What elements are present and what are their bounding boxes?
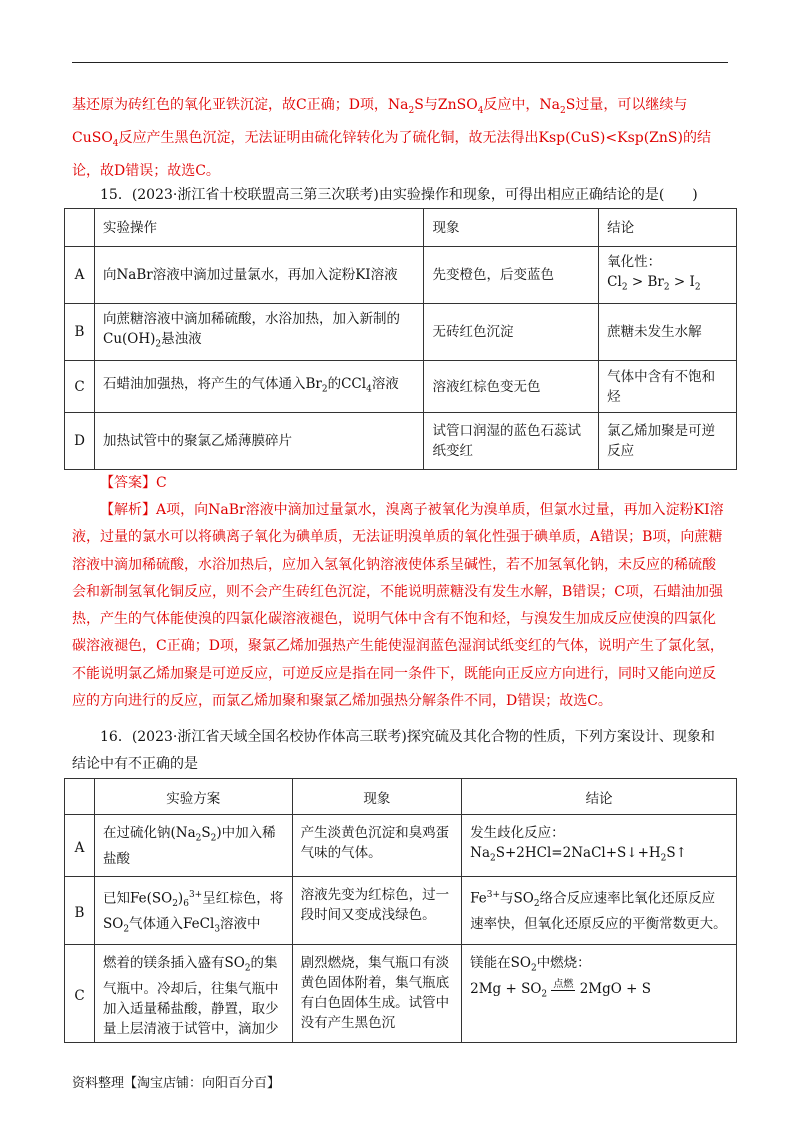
table-row <box>65 413 737 470</box>
q15-answer: 【答案】C <box>100 475 167 491</box>
q16-stem: 16．(2023·浙江省天域全国名校协作体高三联考)探究硫及其化合物的性质，下列方案设计、现象和结论中有不正确的是 <box>72 729 715 772</box>
conclusion-cell: 氯乙烯加聚是可逆反应 <box>599 413 737 470</box>
header-rule <box>72 62 728 63</box>
row-label: D <box>65 413 95 470</box>
row-label: A <box>65 247 95 304</box>
table-row <box>65 304 737 361</box>
plan-cell: 在过硫化钠$(Na_2S_2)$中加入稀盐酸 <box>94 815 292 877</box>
conclusion-cell: 气体中含有不饱和烃 <box>599 361 737 413</box>
table-row <box>65 815 737 877</box>
header-plan: 实验方案 <box>94 779 292 815</box>
conclusion-cell: 发生歧化反应： $Na_2S+2HCl=2NaCl+S↓+H_2S↑$ <box>462 815 737 877</box>
q16-table <box>64 778 737 1043</box>
row-label: B <box>65 877 95 945</box>
operation-cell: 石蜡油加强热，将产生的气体通入$Br_2$的CCl$_4$溶液 <box>94 361 423 413</box>
phenomenon-cell: 无砖红色沉淀 <box>424 304 599 361</box>
row-label: C <box>65 945 95 1043</box>
operation-cell: 向蔗糖溶液中滴加稀硫酸，水浴加热，加入新制的$Cu(OH)_2$悬浊液 <box>94 304 423 361</box>
header-phenomenon: 现象 <box>424 209 599 247</box>
row-label: B <box>65 304 95 361</box>
phenomenon-cell: 试管口润湿的蓝色石蕊试纸变红 <box>424 413 599 470</box>
header-conclusion: 结论 <box>462 779 737 815</box>
table-header-row <box>65 209 737 247</box>
footer-source: 资料整理【淘宝店铺：向阳百分百】 <box>72 1076 281 1091</box>
header-conclusion: 结论 <box>599 209 737 247</box>
q15-table <box>64 208 737 470</box>
table-row <box>65 945 737 1043</box>
combustion-equation: $2Mg + SO_2$ 点燃 2MgO + S <box>470 978 651 1000</box>
header-operation: 实验操作 <box>94 209 423 247</box>
prev-answer-text: 基还原为砖红色的氧化亚铁沉淀，故C正确；D项，$Na_2S$与ZnSO$_4$反应中，$Na_2S$过量，可以继续与CuSO$_4$反应产生黑色沉淀，无法证明由硫化锌转化为了硫化铜，故无法得出Ksp(CuS)<Ksp(ZnS)的结论，故D错误；故选C。 <box>72 97 711 179</box>
phenomenon-cell: 溶液先变为红棕色，过一段时间又变成浅绿色。 <box>292 877 462 945</box>
table-row <box>65 247 737 304</box>
row-label: A <box>65 815 95 877</box>
conclusion-cell: 蔗糖未发生水解 <box>599 304 737 361</box>
q15-stem: 15．(2023·浙江省十校联盟高三第三次联考)由实验操作和现象，可得出相应正确结论的是( ) <box>100 187 698 203</box>
header-phenomenon: 现象 <box>292 779 462 815</box>
phenomenon-cell: 先变橙色，后变蓝色 <box>424 247 599 304</box>
row-label: C <box>65 361 95 413</box>
phenomenon-cell: 产生淡黄色沉淀和臭鸡蛋气味的气体。 <box>292 815 462 877</box>
plan-cell: 已知$Fe(SO_2)_6^{3+}$呈红棕色，将$SO_2$气体通入FeCl$_3$溶液中 <box>94 877 292 945</box>
operation-cell: 向NaBr溶液中滴加过量氯水，再加入淀粉KI溶液 <box>94 247 423 304</box>
plan-cell: 燃着的镁条插入盛有$SO_2$的集气瓶中。冷却后，往集气瓶中加入适量稀盐酸，静置，取少量上层清液于试管中，滴加少 <box>94 945 292 1043</box>
phenomenon-cell: 剧烈燃烧，集气瓶口有淡黄色固体附着，集气瓶底有白色固体生成。试管中没有产生黑色沉 <box>292 945 462 1043</box>
operation-cell: 加热试管中的聚氯乙烯薄膜碎片 <box>94 413 423 470</box>
conclusion-cell: $Fe^{3+}$与$SO_2$络合反应速率比氧化还原反应速率快，但氧化还原反应的平衡常数更大。 <box>462 877 737 945</box>
q15-analysis: 【解析】A项，向NaBr溶液中滴加过量氯水，溴离子被氧化为溴单质，但氯水过量，再加入淀粉KI溶液，过量的氯水可以将碘离子氧化为碘单质，无法证明溴单质的氧化性强于碘单质，A错误；B项，向蔗糖溶液中滴加稀硫酸，水浴加热后，应加入氢氧化钠溶液使体系呈碱性，若不加氢氧化钠，未反应的稀硫酸会和新制氢氧化铜反应，则不会产生砖红色沉淀，不能说明蔗糖没有发生水解，B错误；C项，石蜡油加强热，产生的气体能使溴的四氯化碳溶液褪色，说明气体中含有不饱和烃，与溴发生加成反应使溴的四氯化碳溶液褪色，C正确；D项，聚氯乙烯加强热产生能使湿润蓝色湿润试纸变红的气体，说明产生了氯化氢，不能说明氯乙烯加聚是可逆反应，可逆反应是指在同一条件下，既能向正反应方向进行，同时又能向逆反应的方向进行的反应，而氯乙烯加聚和聚氯乙烯加强热分解条件不同，D错误；故选C。 <box>72 502 724 710</box>
table-row <box>65 361 737 413</box>
table-header-row <box>65 779 737 815</box>
conclusion-cell: 镁能在$SO_2$中燃烧： $2Mg + SO_2$ 点燃 2MgO + S <box>462 945 737 1043</box>
phenomenon-cell: 溶液红棕色变无色 <box>424 361 599 413</box>
table-row <box>65 877 737 945</box>
conclusion-cell: 氧化性： $Cl_2 > Br_2 > I_2$ <box>599 247 737 304</box>
